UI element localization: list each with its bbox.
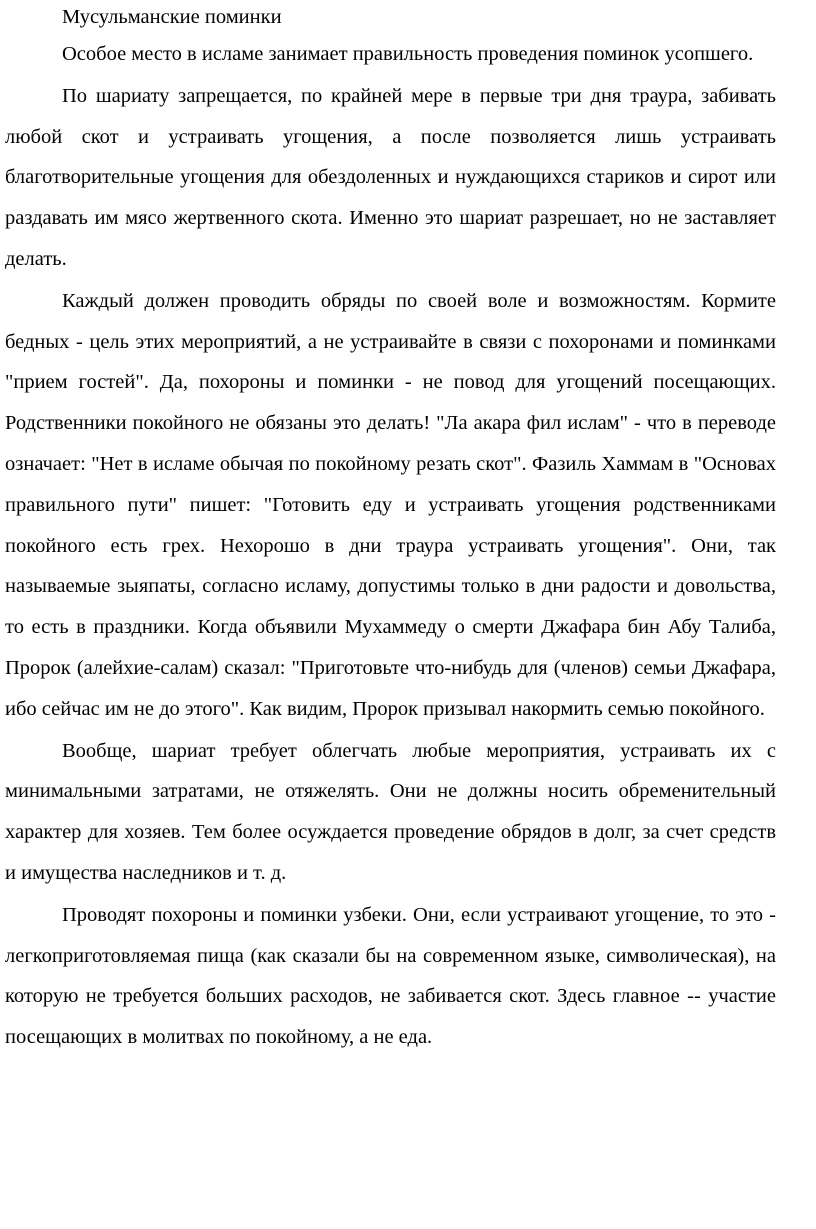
paragraph-3: Каждый должен проводить обряды по своей воле и возможностям. Кормите бедных - цель этих мероприятий, а не устраивайте в связи с похоронами и поминками "прием гостей". Да, похороны и поминки - не повод для угощений посещающих. Родственники покойного не обязаны это делать! "Ла акара фил ислам" - что в переводе означает: "Нет в исламе обычая по покойному резать скот". Фазиль Хаммам в "Основах правильного пути" пишет: "Готовить еду и устраивать угощения родственниками покойного есть грех. Нехорошо в дни траура устраивать угощения". Они, так называемые зыяпаты, согласно исламу, допустимы только в дни радости и довольства, то есть в праздники. Когда объявили Мухаммеду о смерти Джафара бин Абу Талиба, Пророк (алейхие-салам) сказал: "Приготовьте что-нибудь для (членов) семьи Джафара, ибо сейчас им не до этого". Как видим, Пророк призывал накормить семью покойного. [5,289,776,720]
paragraph-2: По шариату запрещается, по крайней мере в первые три дня траура, забивать любой скот и устраивать угощения, а после позволяется лишь устраивать благотворительные угощения для обездоленных и нуждающихся стариков и сирот или раздавать им мясо жертвенного скота. Именно это шариат разрешает, но не заставляет делать. [5,84,776,270]
paragraph-5: Проводят похороны и поминки узбеки. Они, если устраивают угощение, то это - легкоприготовляемая пища (как сказали бы на современном языке, символическая), на которую не требуется больших расходов, не забивается скот. Здесь главное -- участие посещающих в молитвах по покойному, а не еда. [5,903,776,1049]
document-title: Мусульманские поминки [62,6,282,28]
paragraph-4: Вообще, шариат требует облегчать любые мероприятия, устраивать их с минимальными затратами, не отяжелять. Они не должны носить обременительный характер для хозяев. Тем более осуждается проведение обрядов в долг, за счет средств и имущества наследников и т. д. [5,739,776,884]
paragraph-1: Особое место в исламе занимает правильность проведения поминок усопшего. [62,43,754,65]
document-page [5,0,776,1059]
